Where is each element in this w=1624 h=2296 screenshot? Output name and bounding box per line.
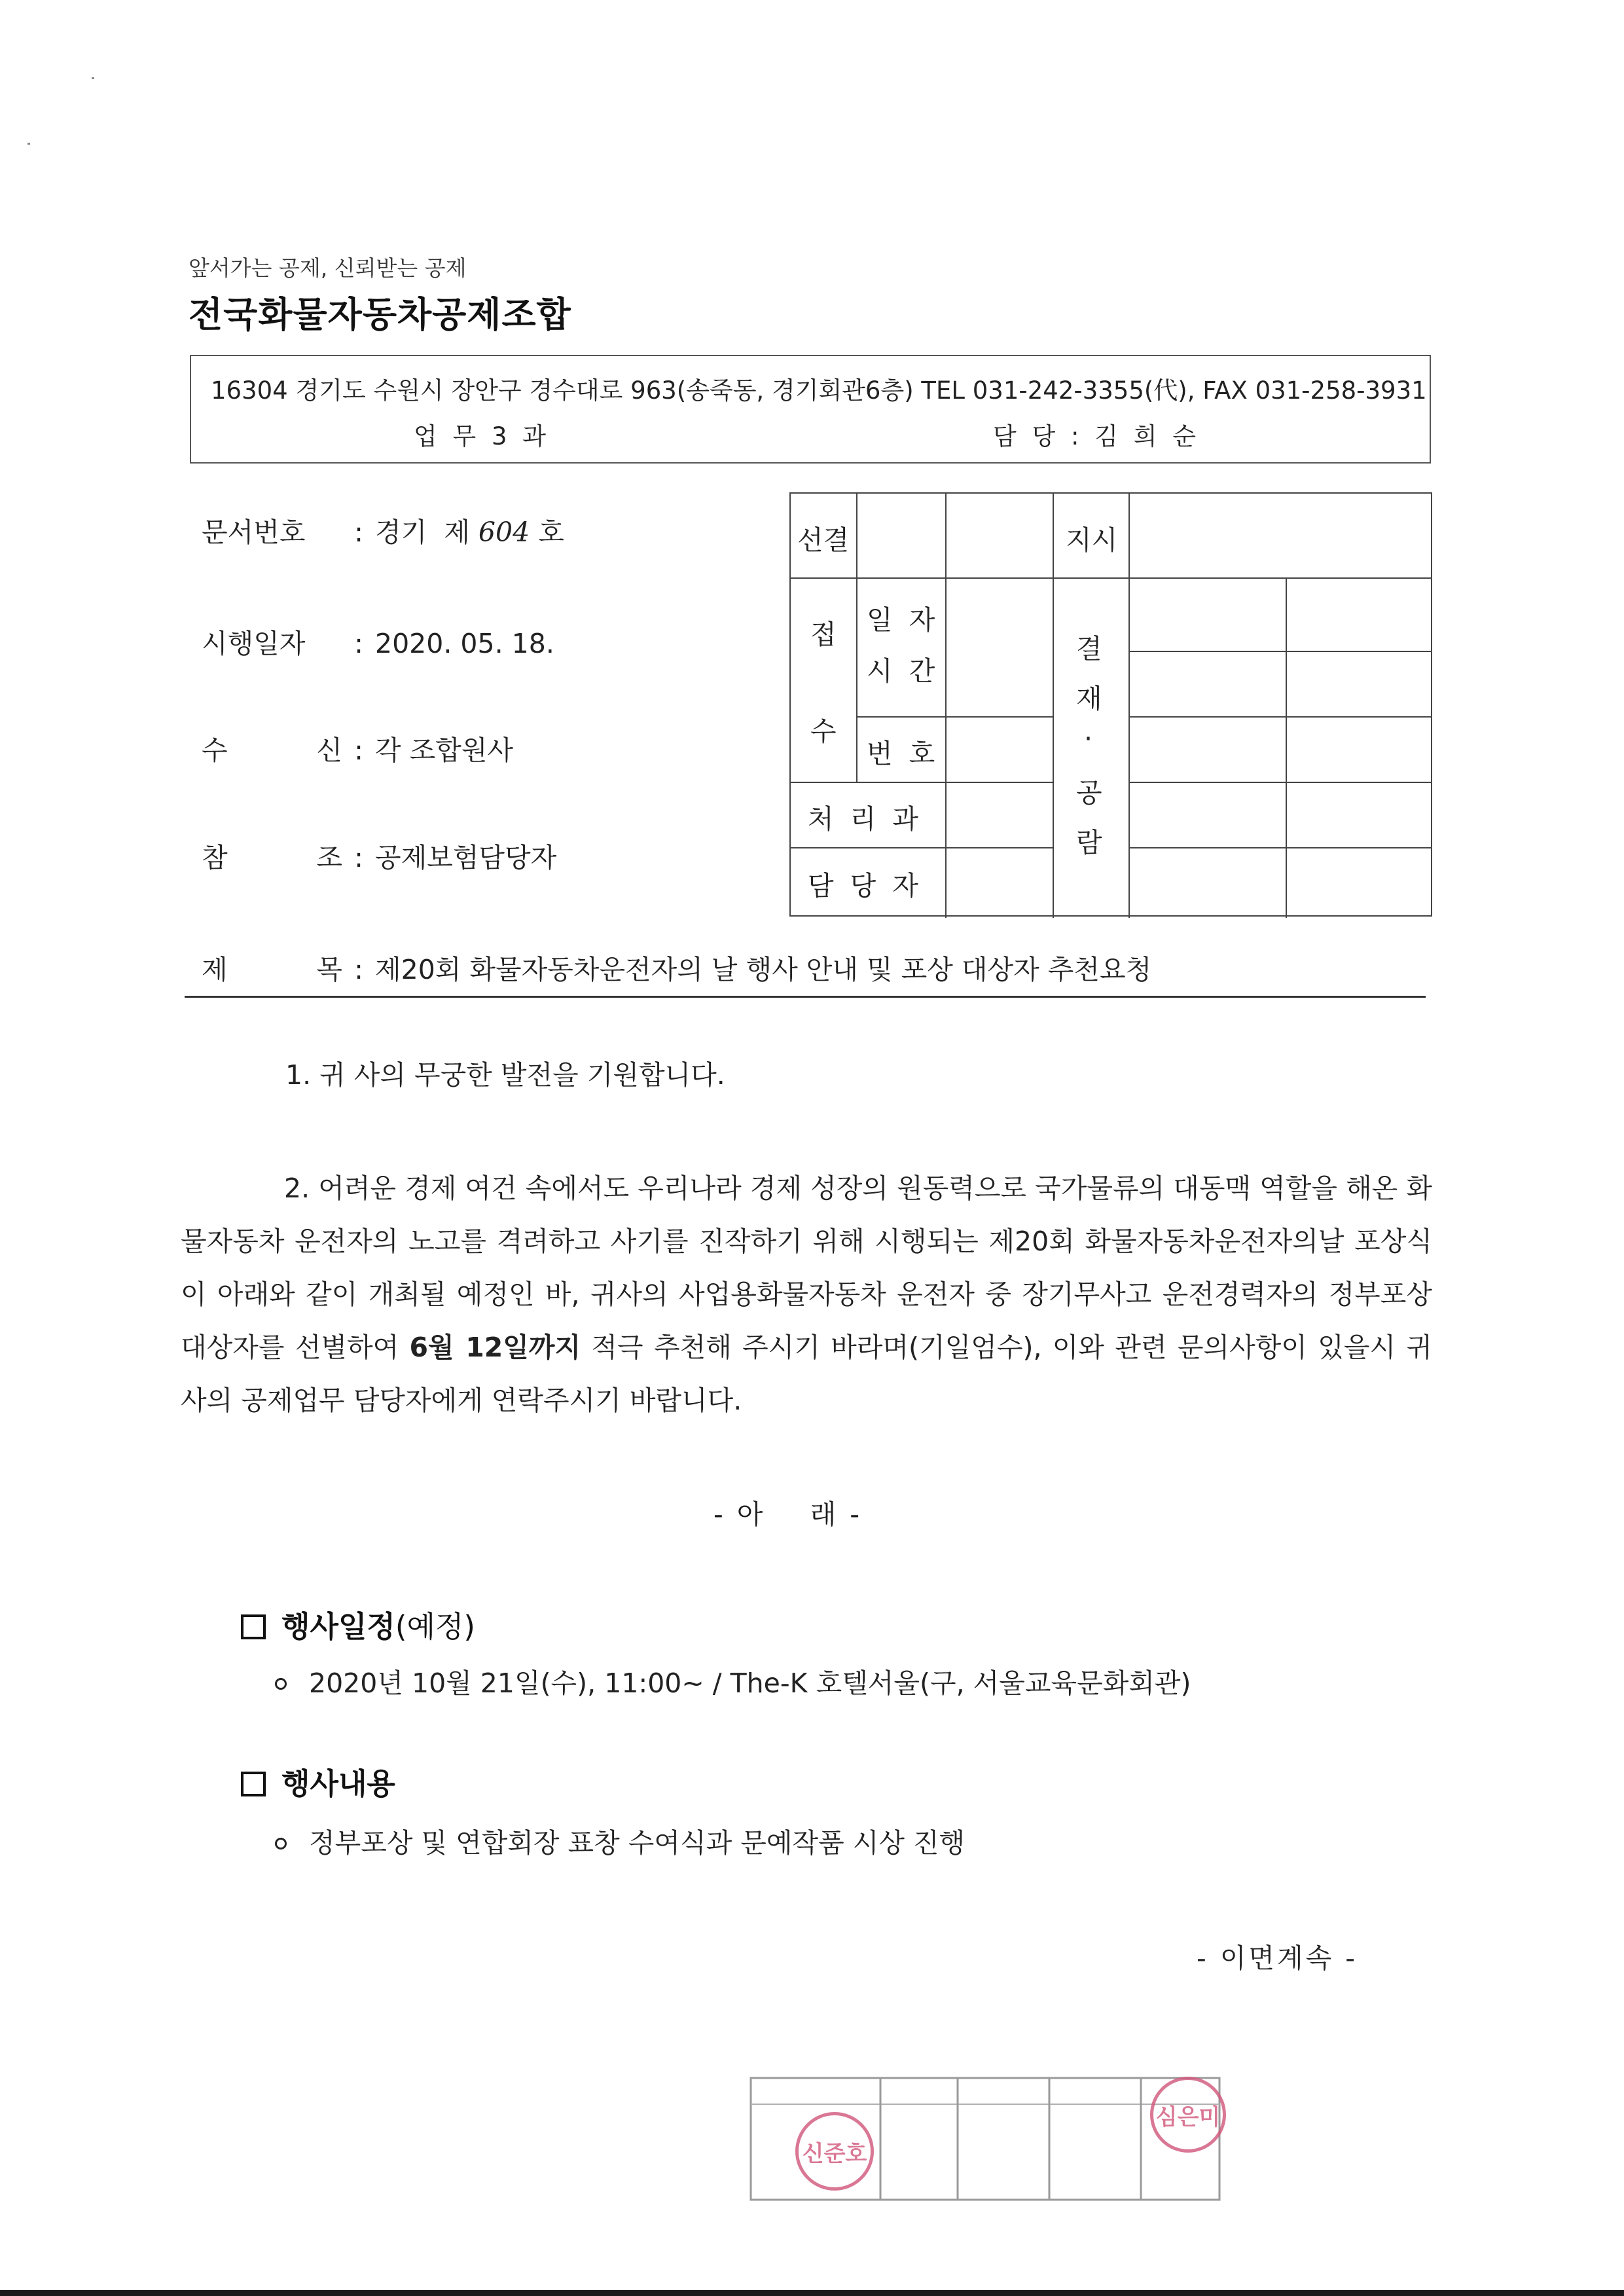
- section-content-title: 행사내용: [241, 1760, 395, 1802]
- cell-su: 수: [810, 716, 837, 747]
- cell-beonho: 번 호: [867, 738, 939, 769]
- date-value: 2020. 05. 18.: [375, 628, 554, 659]
- receiver-field: 수 신 : 각 조합원사: [202, 729, 513, 767]
- department: 업 무 3 과: [414, 422, 550, 450]
- approval-table: [789, 492, 1432, 917]
- left-seal: 신준호: [795, 2112, 874, 2191]
- reference-field: 참 조 : 공제보험담당자: [202, 836, 556, 875]
- reference-label: 참 조: [202, 842, 342, 873]
- manager: 담 당 : 김 희 순: [993, 422, 1200, 450]
- subject-label: 제 목: [202, 954, 342, 985]
- date-label: 시행일자: [202, 628, 306, 659]
- doc-number-prefix: 경기 제: [375, 517, 478, 548]
- circle-bullet-icon: [275, 1678, 287, 1690]
- cell-seongyeol: 선결: [797, 524, 850, 556]
- approval-stamp-grid: [749, 2071, 1238, 2201]
- subject-value: 제20회 화물자동차운전자의 날 행사 안내 및 포상 대상자 추천요청: [375, 954, 1152, 985]
- cell-sigan: 시 간: [867, 655, 939, 687]
- date-field: 시행일자 : 2020. 05. 18.: [202, 622, 554, 661]
- cell-jeop: 접: [810, 619, 837, 650]
- cell-dot: ·: [1084, 723, 1093, 754]
- receiver-label: 수 신: [202, 735, 342, 766]
- address-line: 16304 경기도 수원시 장안구 경수대로 963(송죽동, 경기회관6층) TEL 031-242-3355(代), FAX 031-258-3931: [211, 376, 1427, 405]
- below-heading: - 아 래 -: [713, 1499, 862, 1530]
- checkbox-icon: [241, 1614, 266, 1639]
- doc-number-handwritten: 604: [478, 517, 530, 548]
- section-content-bullet: 정부포상 및 연합회장 표창 수여식과 문예작품 시상 진행: [275, 1821, 965, 1860]
- receiver-value: 각 조합원사: [375, 735, 514, 766]
- subject-rule: [185, 996, 1426, 998]
- cell-jae: 재: [1076, 683, 1102, 714]
- right-seal: 심은미: [1150, 2077, 1226, 2153]
- paragraph-1: 1. 귀 사의 무궁한 발전을 기원합니다.: [285, 1059, 725, 1091]
- cell-jisi: 지시: [1066, 524, 1118, 556]
- cell-cheorigwa: 처 리 과: [808, 803, 922, 835]
- address-box: [190, 355, 1431, 464]
- cell-damdangja: 담 당 자: [808, 870, 922, 902]
- section-schedule-bullet: 2020년 10월 21일(수), 11:00~ / The-K 호텔서울(구, 서울교육문화회관): [275, 1662, 1191, 1700]
- cell-gong: 공: [1076, 777, 1102, 809]
- circle-bullet-icon: [275, 1838, 287, 1850]
- subject-field: 제 목 : 제20회 화물자동차운전자의 날 행사 안내 및 포상 대상자 추천요청: [202, 948, 1151, 987]
- slogan: 앞서가는 공제, 신뢰받는 공제: [189, 255, 467, 281]
- organization-name: 전국화물자동차공제조합: [189, 294, 571, 335]
- paragraph-2: 2. 어려운 경제 여건 속에서도 우리나라 경제 성장의 원동력으로 국가물류의 대동맥 역할을 해온 화물자동차 운전자의 노고를 격려하고 사기를 진작하기 위해 시행되는 제20회 화물자동차운전자의날 포상식이 아래와 같이 개최될 예정인 바, 귀사의 사업용화물자동차 운전자 중 장기무사고 운전경력자의 정부포상 대상자를 선별하여 6월 12일까지 적극 추천해 주시기 바라며(기일엄수), 이와 관련 문의사항이 있을시 귀사의 공제업무 담당자에게 연락주시기 바랍니다.: [181, 1173, 1432, 1416]
- cell-ram: 람: [1076, 827, 1102, 858]
- scan-speck: [92, 77, 94, 79]
- scan-speck: [27, 143, 30, 145]
- checkbox-icon: [241, 1772, 266, 1796]
- section-schedule-title: 행사일정(예정): [241, 1603, 475, 1645]
- scan-bottom-edge: [0, 2290, 1624, 2296]
- doc-number-label: 문서번호: [202, 517, 306, 548]
- deadline-emphasis: 6월 12일까지: [409, 1332, 581, 1363]
- continue-note: - 이면계속 -: [1197, 1942, 1358, 1974]
- doc-number-field: 문서번호 : 경기 제 604 호: [202, 511, 564, 549]
- reference-value: 공제보험담당자: [375, 842, 557, 873]
- cell-gyeol: 결: [1076, 633, 1102, 665]
- cell-ilja: 일 자: [867, 604, 939, 636]
